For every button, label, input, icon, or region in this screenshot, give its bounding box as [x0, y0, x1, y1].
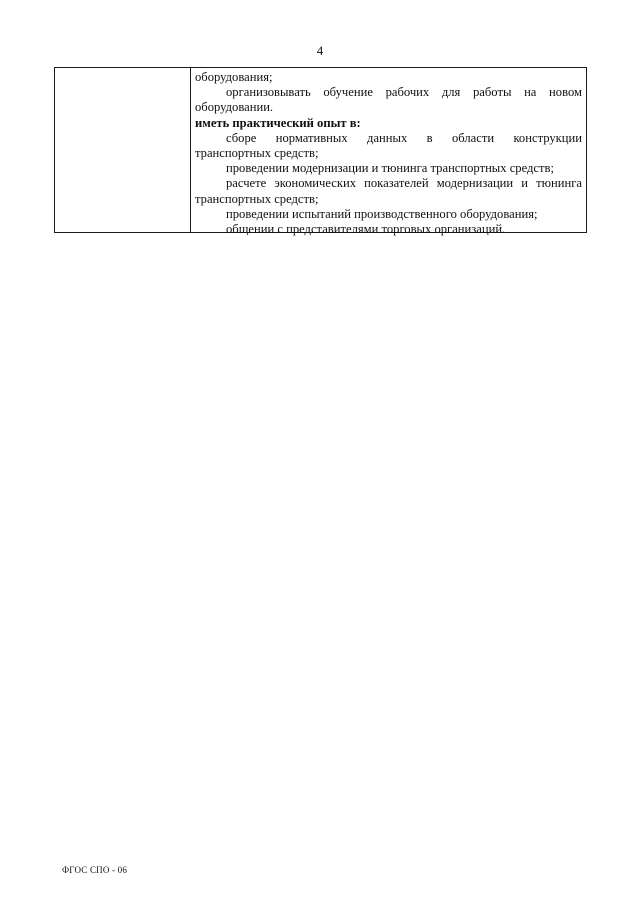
table-left-cell	[55, 68, 191, 232]
page-number: 4	[316, 43, 324, 58]
table-right-cell	[191, 68, 586, 237]
section-heading: иметь практический опыт в:	[195, 115, 361, 130]
text-line: расчете экономических показателей модернизации и тюнинга	[226, 176, 582, 191]
document-table	[54, 67, 587, 237]
text-line: оборудования;	[195, 70, 273, 84]
text-line: оборудовании.	[195, 100, 274, 115]
text-line: транспортных средств;	[195, 191, 319, 206]
text-line: транспортных средств;	[195, 146, 319, 161]
text-line: проведении модернизации и тюнинга транспортных средств;	[226, 161, 554, 176]
text-line: общении с представителями торговых организаций.	[226, 222, 506, 237]
text-line: сборе нормативных данных в области конструкции	[226, 130, 582, 145]
document-footer: ФГОС СПО - 06	[62, 865, 128, 875]
text-line: организовывать обучение рабочих для работы на новом	[226, 85, 582, 100]
text-line: проведении испытаний производственного оборудования;	[226, 206, 538, 221]
